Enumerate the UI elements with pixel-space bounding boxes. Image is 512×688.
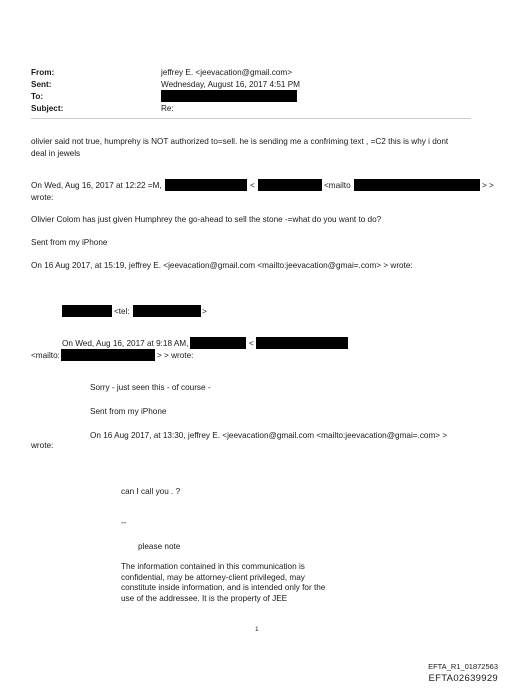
sorry-line: Sorry - just seen this - of course - [90,383,211,392]
sent-from-iphone-2: Sent from my iPhone [90,407,167,416]
redaction-block [61,349,155,361]
footer-id-1: EFTA_R1_01872563 [428,662,498,671]
tel-end: > [202,307,207,316]
page-number: 1 [255,626,259,633]
quote1-wrote: wrote: [31,193,54,202]
body-line-2: deal in jewels [31,149,81,158]
subject-label: Subject: [31,104,64,113]
redaction-block [190,337,246,349]
disclaimer: The information contained in this communication is confidential, may be attorney-client privileged, may constitute inside information, and is intended only for the use of the addressee. It is the property of JEE [121,562,326,603]
quote1-end: > > [482,181,494,190]
olivier-line: Olivier Colom has just given Humphrey the go-ahead to sell the stone -=what do you want to do? [31,215,382,224]
quote1-lt: < [250,181,255,190]
quote1-mailto: <mailto [324,181,351,190]
quote2-mailto: <mailto: [31,351,60,360]
redaction-block [161,90,297,102]
sent-from-iphone-1: Sent from my iPhone [31,238,108,247]
tel-label: <tel: [114,307,130,316]
from-label: From: [31,68,55,77]
quote2-lt: < [249,339,254,348]
quote2-prefix: On Wed, Aug 16, 2017 at 9:18 AM, [62,339,189,348]
sent-label: Sent: [31,80,52,89]
from-value: jeffrey E. <jeevacation@gmail.com> [161,68,293,77]
redaction-block [256,337,348,349]
on16-1330-line: On 16 Aug 2017, at 13:30, jeffrey E. <jeevacation@gmail.com <mailto:jeevacation@gmai=.com> > [90,431,448,440]
subject-value: Re: [161,104,174,113]
can-i-call: can I call you . ? [121,487,181,496]
signature-dashes: -- [121,518,127,527]
quote1-prefix: On Wed, Aug 16, 2017 at 12:22 =M, [31,181,162,190]
redaction-block [354,179,480,191]
redaction-block [133,305,201,317]
redaction-block [165,179,247,191]
on16-1519-line: On 16 Aug 2017, at 15:19, jeffrey E. <jeevacation@gmail.com <mailto:jeevacation@gmai=.com> > wrote: [31,261,413,270]
redaction-block [62,305,112,317]
body-line-1: olivier said not true, humprehy is NOT authorized to=sell. he is sending me a confriming text , =C2 this is why i dont [31,137,449,146]
redaction-block [258,179,322,191]
please-note: please note [138,542,181,551]
sent-value: Wednesday, August 16, 2017 4:51 PM [161,80,300,89]
footer-id-2: EFTA02639929 [428,673,498,684]
to-label: To: [31,92,44,101]
quote2-end: > > wrote: [157,351,194,360]
header-divider [31,118,471,119]
wrote-2: wrote: [31,441,54,450]
